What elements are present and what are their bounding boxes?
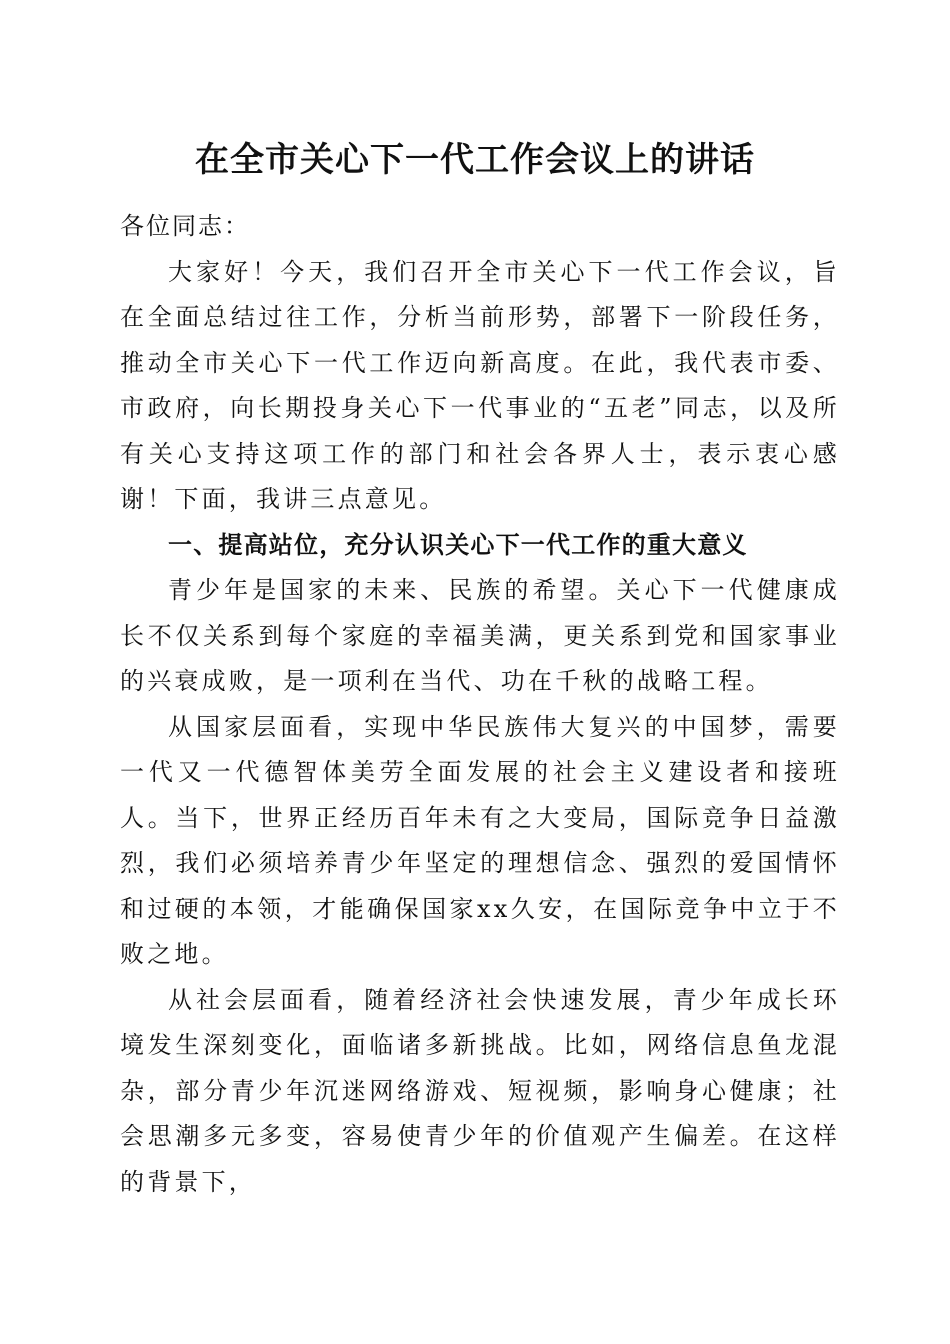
section1-paragraph-1: 青少年是国家的未来、民族的希望。关心下一代健康成长不仅关系到每个家庭的幸福美满，更关系到党和国家事业的兴衰成败，是一项利在当代、功在千秋的战略工程。 [120,576,840,695]
section1-paragraph-2: 从国家层面看，实现中华民族伟大复兴的中国梦，需要一代又一代德智体美劳全面发展的社会主义建设者和接班人。当下，世界正经历百年未有之大变局，国际竞争日益激烈，我们必须培养青少年坚定的理想信念、强烈的爱国情怀和过硬的本领，才能确保国家xx久安，在国际竞争中立于不败之地。 [120,712,840,968]
section-heading-1: 一、提高站位，充分认识关心下一代工作的重大意义 [168,530,748,559]
document-body [120,204,840,1205]
intro-paragraph: 大家好！今天，我们召开全市关心下一代工作会议，旨在全面总结过往工作，分析当前形势，部署下一阶段任务，推动全市关心下一代工作迈向新高度。在此，我代表市委、市政府，向长期投身关心下一代事业的“五老”同志，以及所有关心支持这项工作的部门和社会各界人士，表示衷心感谢！下面，我讲三点意见。 [120,257,840,513]
section1-paragraph-3: 从社会层面看，随着经济社会快速发展，青少年成长环境发生深刻变化，面临诸多新挑战。比如，网络信息鱼龙混杂，部分青少年沉迷网络游戏、短视频，影响身心健康；社会思潮多元多变，容易使青少年的价值观产生偏差。在这样的背景下， [120,985,840,1196]
document-title: 在全市关心下一代工作会议上的讲话 [195,140,755,180]
salutation: 各位同志： [120,212,250,240]
